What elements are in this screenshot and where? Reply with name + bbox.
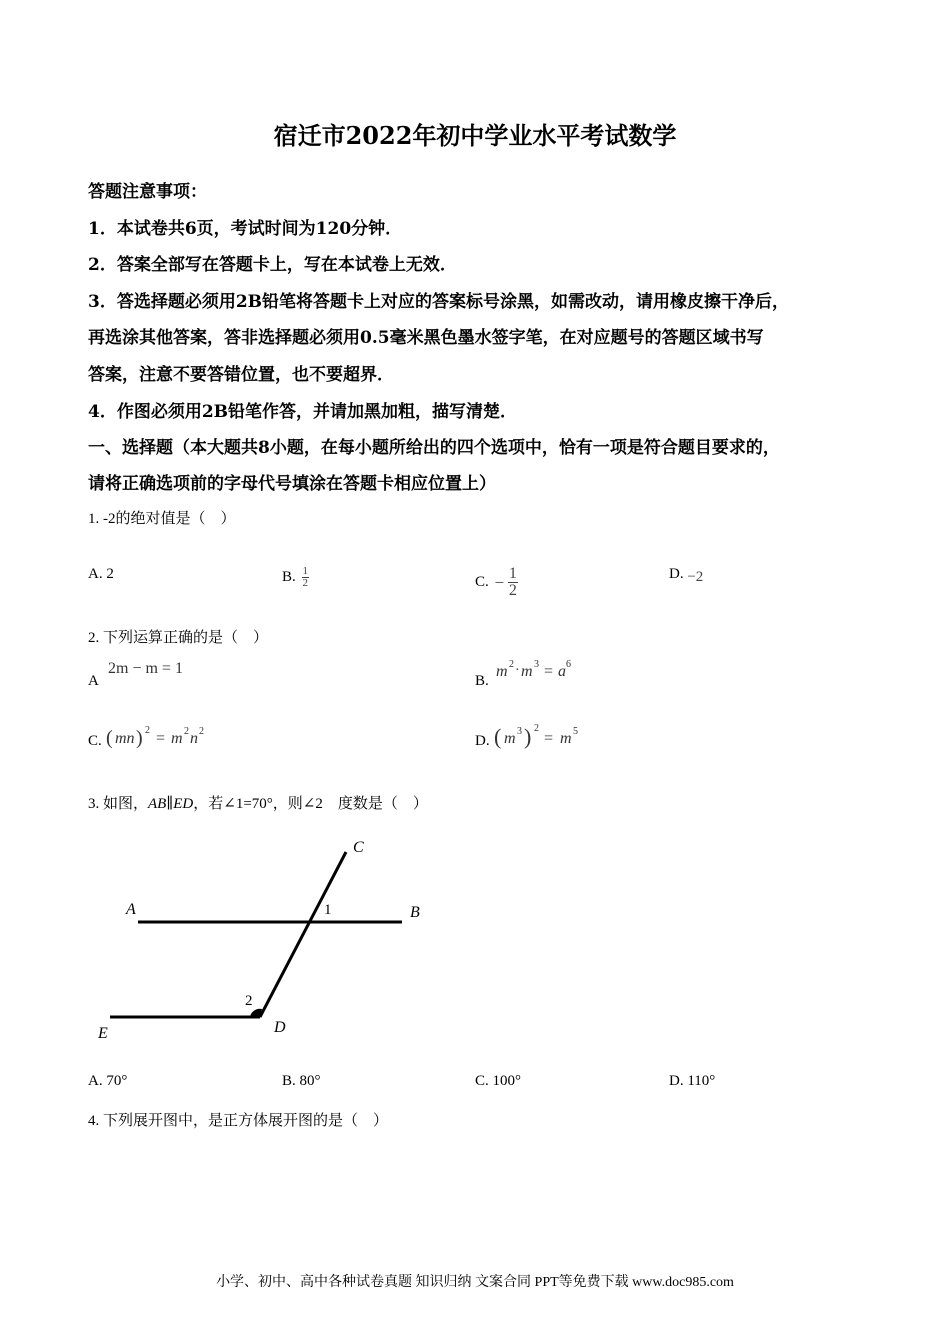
svg-text:2: 2 — [509, 659, 514, 670]
svg-text:6: 6 — [566, 659, 571, 670]
svg-text:3: 3 — [534, 659, 539, 670]
q1-option-b-label: B. — [282, 568, 296, 585]
svg-text:2: 2 — [145, 725, 150, 736]
svg-text:=: = — [156, 730, 166, 747]
q3-option-d: D. 110° — [669, 1073, 716, 1089]
svg-text:3: 3 — [517, 726, 522, 737]
q1-option-c — [475, 566, 518, 599]
svg-text:n: n — [190, 730, 198, 747]
svg-text:=: = — [544, 663, 554, 680]
svg-text:2: 2 — [534, 723, 539, 734]
label-angle-2: 2 — [245, 993, 253, 1009]
svg-text:m: m — [171, 730, 183, 747]
q1-option-c-sign: − — [494, 573, 505, 592]
note-item-3-line1: 3．答选择题必须用2B铅笔将答题卡上对应的答案标号涂黑，如需改动，请用橡皮擦干净后， — [88, 292, 790, 312]
q1-option-a: A. 2 — [88, 566, 114, 582]
note-item-4: 4．作图必须用2B铅笔作答，并请加黑加粗，描写清楚． — [88, 402, 518, 422]
svg-text:2: 2 — [184, 726, 189, 737]
svg-text:m: m — [560, 730, 572, 747]
svg-text:): ) — [136, 727, 143, 749]
svg-text:): ) — [524, 724, 532, 749]
q3-option-b: B. 80° — [282, 1073, 321, 1089]
note-item-1: 1．本试卷共6页，考试时间为120分钟． — [88, 219, 403, 239]
q3-option-a: A. 70° — [88, 1073, 128, 1089]
q1-option-b-denominator: 2 — [302, 577, 309, 589]
q1-option-c-denominator: 2 — [508, 582, 517, 599]
q2-option-b-expression — [494, 656, 594, 684]
angle-2-mark — [250, 1009, 262, 1017]
q1-option-d-value: −2 — [687, 569, 704, 585]
label-angle-1: 1 — [324, 902, 332, 918]
label-e: E — [98, 1025, 108, 1042]
svg-text:mn: mn — [115, 730, 135, 747]
svg-text:(: ( — [106, 727, 113, 749]
label-c: C — [353, 839, 364, 856]
svg-text:·: · — [515, 663, 520, 678]
q1-option-c-numerator: 1 — [508, 565, 517, 582]
q2-option-d-expression — [492, 720, 602, 752]
q3-stem — [88, 792, 428, 813]
note-item-3-line3: 答案，注意不要答错位置，也不要超界． — [88, 365, 394, 385]
q3-stem-math: AB∥ED — [148, 796, 194, 812]
exam-title: 宿迁市2022年初中学业水平考试数学 — [273, 121, 677, 150]
page-footer: 小学、初中、高中各种试卷真题 知识归纳 文案合同 PPT等免费下载 www.doc985.com — [216, 1275, 734, 1290]
q3-figure — [90, 830, 440, 1050]
svg-text:=: = — [544, 730, 554, 747]
q1-option-d-label: D. — [669, 566, 684, 582]
q2-option-c-label: C. — [88, 733, 102, 749]
svg-text:5: 5 — [573, 726, 578, 737]
q3-stem-prefix: 3. 如图， — [88, 796, 149, 812]
svg-text:a: a — [558, 663, 566, 680]
line-cd — [260, 852, 346, 1017]
label-b: B — [410, 904, 420, 921]
section1-heading-line2: 请将正确选项前的字母代号填涂在答题卡相应位置上） — [88, 474, 496, 494]
q2-option-c-expression — [104, 722, 224, 752]
q2-option-b-label: B. — [475, 673, 489, 689]
q2-option-a-label: A — [88, 673, 99, 689]
q3-option-c: C. 100° — [475, 1073, 522, 1089]
notes-heading: 答题注意事项： — [88, 182, 207, 202]
q1-option-c-label: C. — [475, 573, 489, 590]
q1-option-b — [282, 566, 309, 589]
q2-option-d-label: D. — [475, 733, 490, 749]
label-d: D — [274, 1019, 286, 1036]
q1-option-b-numerator: 1 — [302, 565, 309, 577]
svg-text:(: ( — [494, 724, 502, 749]
svg-text:m: m — [496, 663, 508, 680]
q3-stem-suffix: ，若∠1=70°，则∠2 度数是（ ） — [193, 796, 428, 812]
svg-text:m: m — [504, 730, 516, 747]
q1-stem: 1. -2的绝对值是（ ） — [88, 511, 236, 527]
q1-option-b-fraction — [302, 566, 310, 589]
q1-option-c-fraction — [508, 566, 518, 599]
section1-heading-line1: 一、选择题（本大题共8小题，在每小题所给出的四个选项中，恰有一项是符合题目要求的， — [88, 438, 780, 458]
q4-stem: 4. 下列展开图中，是正方体展开图的是（ ） — [88, 1113, 389, 1129]
note-item-3-line2: 再选涂其他答案，答非选择题必须用0.5毫米黑色墨水签字笔，在对应题号的答题区域书写 — [88, 328, 764, 348]
q1-option-d — [669, 566, 703, 583]
label-a: A — [126, 901, 136, 918]
note-item-2: 2．答案全部写在答题卡上，写在本试卷上无效． — [88, 255, 457, 275]
q2-stem: 2. 下列运算正确的是（ ） — [88, 630, 269, 646]
q2-option-a-expression: 2m − m = 1 — [108, 660, 183, 677]
svg-text:m: m — [521, 663, 533, 680]
svg-text:2: 2 — [199, 726, 204, 737]
